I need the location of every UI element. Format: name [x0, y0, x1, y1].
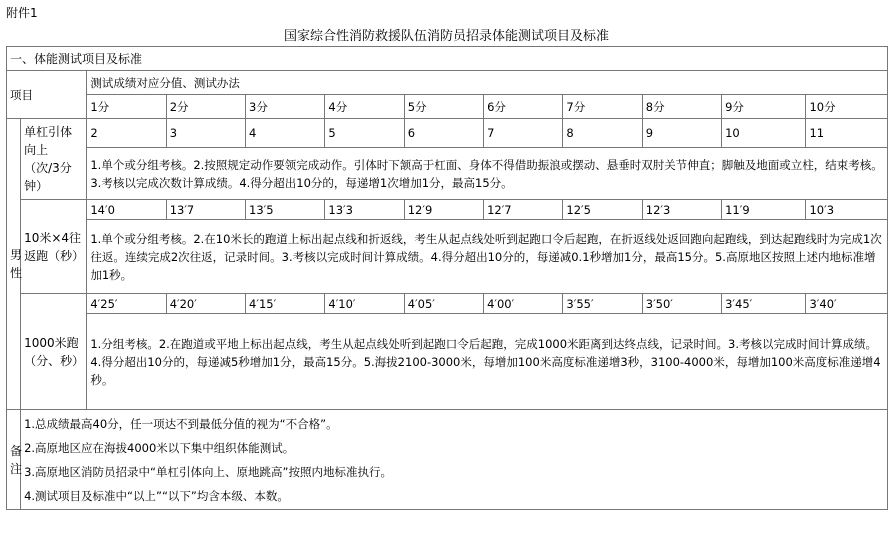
run1000-values-row [7, 294, 888, 314]
score-value: 3′55′ [563, 294, 642, 314]
document-title: 国家综合性消防救援队伍消防员招录体能测试项目及标准 [283, 29, 609, 44]
event-method-1000m [87, 314, 888, 410]
score-value: 9 [642, 119, 721, 148]
score-value: 5 [325, 119, 404, 148]
score-value: 12′5 [563, 200, 642, 220]
shuttle-values-row [7, 200, 888, 220]
remark-item: 2.高原地区应在海拔4000米以下集中组织体能测试。 [24, 440, 295, 455]
score-label: 1分 [87, 95, 166, 119]
score-value: 4′00′ [484, 294, 563, 314]
method-paragraph-2: 4.得分超出10分的，每递减5秒增加1分，最高15分。5.海拔2100-3000米，每增加100米高度标准递增3秒，3100-4000米，每增加100米高度标准递增4秒。 [90, 354, 881, 387]
method-paragraph-1: 1.分组考核。2.在跑道或平地上标出起点线，考生从起点线处听到起跑口令后起跑，完成1000米距离到达终点线，记录时间。3.考核以完成时间计算成绩。 [90, 336, 878, 351]
remark-item: 1.总成绩最高40分，任一项达不到最低分值的视为“不合格”。 [24, 416, 338, 431]
score-value: 11 [806, 119, 888, 148]
score-value: 6 [404, 119, 483, 148]
score-value: 13′5 [246, 200, 325, 220]
score-label: 9分 [722, 95, 806, 119]
score-value: 3′40′ [806, 294, 888, 314]
event-method-pullup: 1.单个或分组考核。2.按照规定动作要领完成动作。引体时下颔高于杠面、身体不得借助振浪或摆动、悬垂时双肘关节伸直；脚触及地面或立柱，结束考核。3.考核以完成次数计算成绩。4.得分超出10分的，每递增1次增加1分，最高15分。 [87, 148, 888, 200]
score-value: 2 [87, 119, 166, 148]
score-value: 7 [484, 119, 563, 148]
score-value: 12′7 [484, 200, 563, 220]
pullup-values-row [7, 119, 888, 148]
score-value: 4′25′ [87, 294, 166, 314]
remarks-cell [21, 410, 888, 510]
score-value: 4′05′ [404, 294, 483, 314]
gender-label: 男性 [7, 119, 21, 410]
score-value: 11′9 [722, 200, 806, 220]
method-header: 测试成绩对应分值、测试办法 [87, 71, 888, 95]
remark-item: 4.测试项目及标准中“以上”“以下”均含本级、本数。 [24, 488, 289, 503]
score-value: 3′45′ [722, 294, 806, 314]
score-label: 6分 [484, 95, 563, 119]
score-value: 10 [722, 119, 806, 148]
event-method-shuttle: 1.单个或分组考核。2.在10米长的跑道上标出起点线和折返线，考生从起点线处听到起跑口令后起跑，在折返线处返回跑向起跑线，到达起跑线时为完成1次往返。连续完成2次往返，记录时间。3.考核以完成时间计算成绩。4.得分超出10分的，每递减0.1秒增加1分，最高15分。5.高原地区按照上述内地标准增加1秒。 [87, 220, 888, 294]
fitness-standards-table [6, 46, 888, 510]
score-value: 13′7 [166, 200, 245, 220]
score-value: 12′9 [404, 200, 483, 220]
remarks-label: 备注 [7, 410, 21, 510]
score-value: 14′0 [87, 200, 166, 220]
score-value: 3′50′ [642, 294, 721, 314]
section-heading: 一、体能测试项目及标准 [7, 47, 888, 71]
attachment-label: 附件1 [6, 6, 38, 20]
remark-item: 3.高原地区消防员招录中“单杠引体向上、原地跳高”按照内地标准执行。 [24, 464, 392, 479]
score-header-row [7, 95, 888, 119]
score-value: 4′15′ [246, 294, 325, 314]
score-value: 13′3 [325, 200, 404, 220]
score-label: 10分 [806, 95, 888, 119]
score-value: 10′3 [806, 200, 888, 220]
event-name-shuttle: 10米×4往返跑（秒） [21, 200, 87, 294]
score-value: 3 [166, 119, 245, 148]
score-value: 4 [246, 119, 325, 148]
score-label: 3分 [246, 95, 325, 119]
score-label: 2分 [166, 95, 245, 119]
score-label: 4分 [325, 95, 404, 119]
score-value: 4′20′ [166, 294, 245, 314]
score-value: 8 [563, 119, 642, 148]
score-label: 5分 [404, 95, 483, 119]
score-label: 8分 [642, 95, 721, 119]
score-value: 12′3 [642, 200, 721, 220]
item-header: 项目 [7, 71, 87, 119]
score-label: 7分 [563, 95, 642, 119]
score-value: 4′10′ [325, 294, 404, 314]
event-name-pullup: 单杠引体向上（次/3分钟） [21, 119, 87, 200]
event-name-1000m: 1000米跑（分、秒） [21, 294, 87, 410]
